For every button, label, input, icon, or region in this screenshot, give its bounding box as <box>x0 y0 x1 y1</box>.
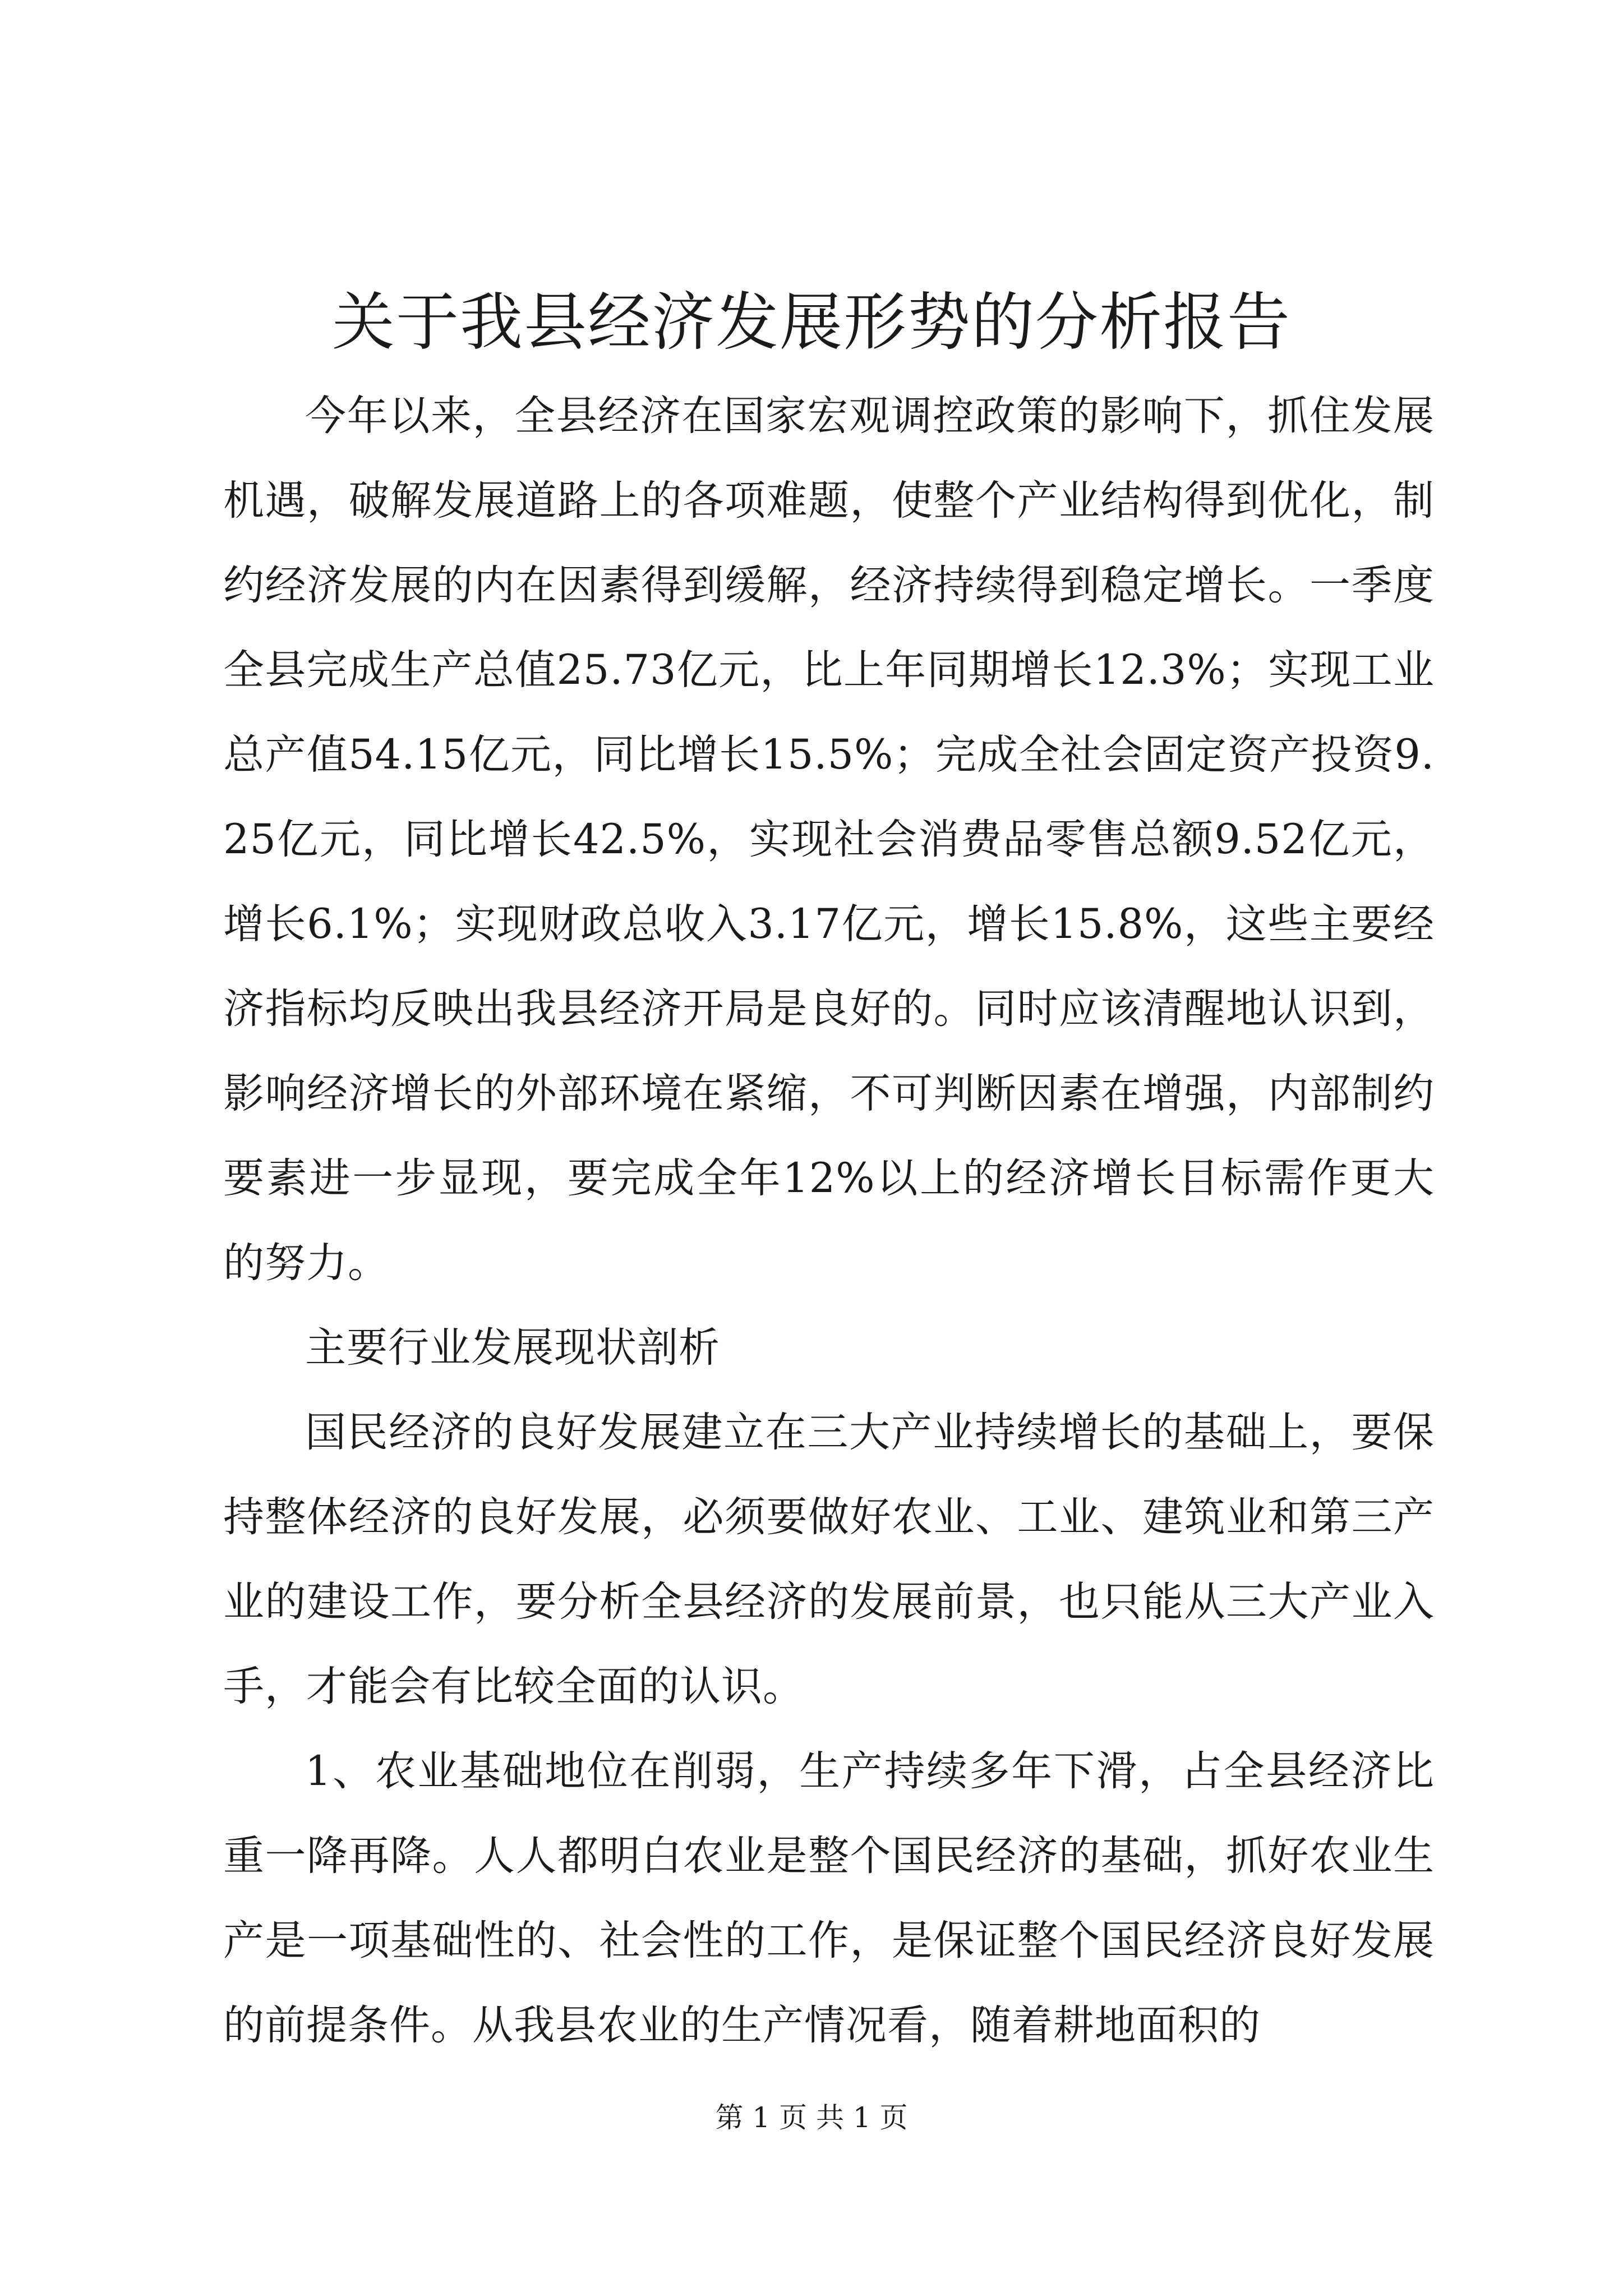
paragraph-overview: 国民经济的良好发展建立在三大产业持续增长的基础上，要保持整体经济的良好发展，必须要做好农业、工业、建筑业和第三产业的建设工作，要分析全县经济的发展前景，也只能从三大产业入手，才能会有比较全面的认识。 <box>223 1409 1435 1710</box>
section-heading: 主要行业发展现状剖析 <box>305 1324 720 1372</box>
paragraph-agriculture: 1、农业基础地位在削弱，生产持续多年下滑，占全县经济比重一降再降。人人都明白农业是整个国民经济的基础，抓好农业生产是一项基础性的、社会性的工作，是保证整个国民经济良好发展的前提条件。从我县农业的生产情况看，随着耕地面积的 <box>223 1747 1435 2049</box>
page-footer: 第 1 页 共 1 页 <box>715 2101 908 2134</box>
document-body <box>223 374 1435 2068</box>
paragraph-intro: 今年以来，全县经济在国家宏观调控政策的影响下，抓住发展机遇，破解发展道路上的各项难题，使整个产业结构得到优化，制约经济发展的内在因素得到缓解，经济持续得到稳定增长。一季度全县完成生产总值25.73亿元，比上年同期增长12.3%；实现工业总产值54.15亿元，同比增长15.5%；完成全社会固定资产投资9.25亿元，同比增长42.5%，实现社会消费品零售总额9.52亿元，增长6.1%；实现财政总收入3.17亿元，增长15.8%，这些主要经济指标均反映出我县经济开局是良好的。同时应该清醒地认识到，影响经济增长的外部环境在紧缩，不可判断因素在增强，内部制约要素进一步显现，要完成全年12%以上的经济增长目标需作更大的努力。 <box>223 392 1435 1287</box>
document-title: 关于我县经济发展形势的分析报告 <box>332 286 1291 359</box>
